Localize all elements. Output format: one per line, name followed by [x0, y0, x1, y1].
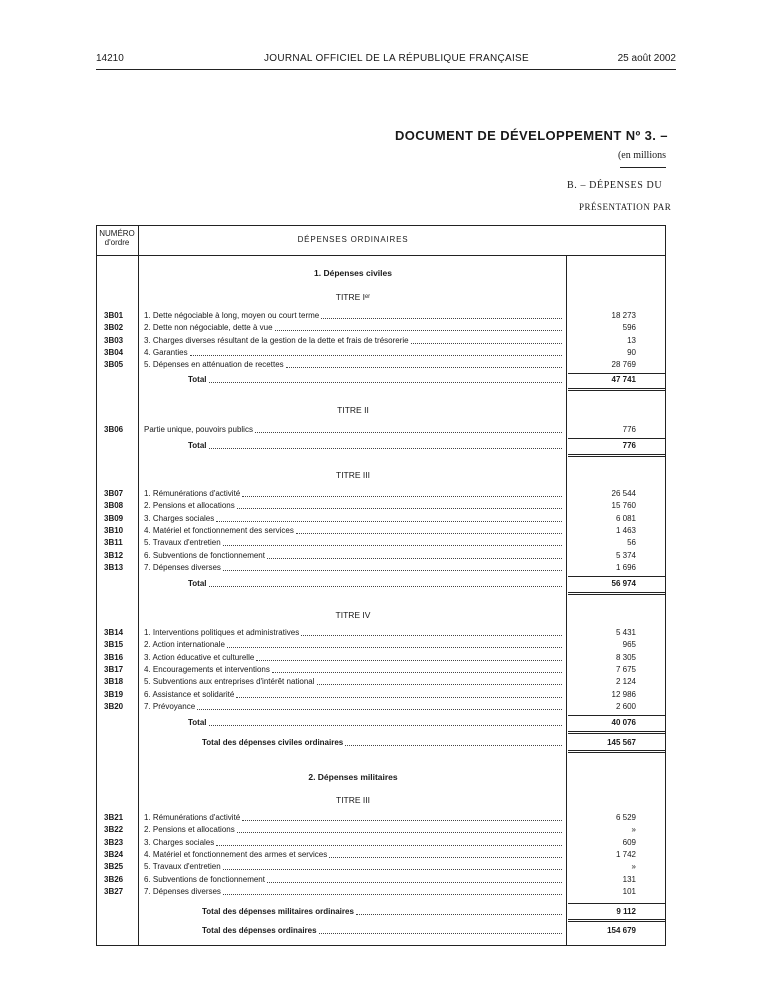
titre-3-military-heading: TITRE III [336, 795, 370, 805]
row-code: 3B11 [104, 538, 123, 548]
sum-rule-double [568, 592, 666, 595]
table-row [96, 538, 666, 550]
row-value: 1 463 [615, 525, 636, 535]
row-value: 28 769 [611, 360, 636, 370]
leader-dots [216, 838, 562, 846]
sum-rule [568, 715, 666, 716]
row-value: 5 374 [615, 550, 636, 560]
table-row [96, 838, 666, 850]
row-value: 6 081 [615, 513, 636, 523]
total-label: Total [188, 441, 207, 450]
table-row [96, 501, 666, 513]
row-value: 596 [622, 323, 636, 333]
table-top-rule [96, 225, 666, 226]
row-label: 4. Matériel et fonctionnement des services [144, 525, 294, 535]
row-code: 3B21 [104, 813, 124, 822]
row-label: 2. Action internationale [144, 640, 225, 650]
table-row [96, 348, 666, 360]
military-expenses-heading: 2. Dépenses militaires [308, 772, 398, 782]
row-code: 3B18 [104, 677, 124, 687]
titre-3-heading: TITRE III [336, 470, 370, 480]
row-label: 2. Pensions et allocations [144, 825, 235, 835]
row-code: 3B03 [104, 335, 124, 345]
row-value: 965 [622, 640, 636, 650]
row-label: 3. Charges diverses résultant de la gestion de la dette et frais de trésorerie [144, 335, 409, 345]
leader-dots [197, 702, 562, 710]
leader-dots [296, 526, 562, 534]
leader-dots [286, 360, 562, 368]
row-label: 4. Encouragements et interventions [144, 664, 270, 674]
sum-rule [568, 373, 666, 374]
row-label: 7. Dépenses diverses [144, 562, 221, 572]
row-label: Partie unique, pouvoirs publics [144, 425, 253, 434]
leader-dots [321, 311, 562, 319]
table-row [96, 887, 666, 899]
table-row [96, 665, 666, 677]
row-label: 2. Dette non négociable, dette à vue [144, 323, 273, 333]
row-code: 3B23 [104, 837, 124, 847]
row-label: 7. Prévoyance [144, 701, 196, 711]
table-row [96, 850, 666, 862]
row-code: 3B20 [104, 701, 124, 711]
table-row [96, 825, 666, 837]
row-value: 56 [627, 538, 636, 548]
row-code: 3B22 [104, 825, 124, 835]
row-label: 3. Charges sociales [144, 513, 215, 523]
row-value: 90 [627, 347, 636, 357]
leader-dots [190, 348, 562, 356]
table-row [96, 563, 666, 575]
sum-rule-double [568, 919, 666, 922]
row-value: 5 431 [615, 628, 636, 637]
row-code: 3B13 [104, 562, 124, 572]
row-label: 4. Matériel et fonctionnement des armes et services [144, 849, 328, 859]
row-value: 15 760 [611, 501, 636, 511]
column-header-number: NUMÉRO d'ordre [99, 229, 135, 247]
row-value: 101 [622, 886, 636, 896]
journal-title: JOURNAL OFFICIEL DE LA RÉPUBLIQUE FRANÇAISE [264, 53, 529, 64]
table-row [96, 489, 666, 501]
table-row [96, 702, 666, 714]
row-label: 5. Dépenses en atténuation de recettes [144, 360, 284, 370]
row-value: 609 [622, 837, 636, 847]
row-label: 3. Action éducative et culturelle [144, 652, 255, 662]
row-value: 8 305 [615, 652, 636, 662]
page-number: 14210 [96, 53, 124, 64]
row-value: 131 [622, 874, 636, 884]
row-code: 3B25 [104, 862, 124, 872]
total-value: 40 076 [611, 718, 636, 727]
row-value: 26 544 [611, 489, 636, 498]
row-code: 3B09 [104, 513, 124, 523]
total-row-titre-1 [96, 375, 666, 387]
leader-dots [317, 677, 562, 685]
total-value: 776 [622, 441, 636, 450]
row-value: 2 600 [615, 701, 636, 711]
column-header-expenses: DÉPENSES ORDINAIRES [297, 235, 409, 244]
table-row [96, 628, 666, 640]
leader-dots [256, 653, 562, 661]
row-label: 6. Subventions de fonctionnement [144, 874, 265, 884]
total-label: Total [188, 375, 207, 384]
sum-rule-double [568, 750, 666, 753]
total-value: 47 741 [611, 375, 636, 384]
civil-total-row [96, 738, 666, 750]
total-row-titre-3 [96, 579, 666, 591]
leader-dots [227, 640, 562, 648]
sum-rule [568, 438, 666, 439]
civil-total-label: Total des dépenses civiles ordinaires [202, 738, 344, 747]
row-code: 3B27 [104, 886, 124, 896]
row-code: 3B05 [104, 360, 124, 370]
row-label: 1. Dette négociable à long, moyen ou court terme [144, 311, 320, 320]
civil-expenses-heading: 1. Dépenses civiles [314, 268, 392, 278]
leader-dots [255, 425, 562, 433]
subtitle-rule [620, 167, 666, 168]
row-code: 3B10 [104, 525, 124, 535]
row-label: 3. Charges sociales [144, 837, 215, 847]
sum-rule-double [568, 731, 666, 734]
row-value: 6 529 [615, 813, 636, 822]
document-title: DOCUMENT DE DÉVELOPPEMENT Nº 3. – [395, 128, 668, 143]
row-label: 1. Rémunérations d'activité [144, 813, 241, 822]
table-row [96, 862, 666, 874]
military-total-label: Total des dépenses militaires ordinaires [202, 907, 354, 916]
table-row [96, 311, 666, 323]
sum-rule [568, 576, 666, 577]
total-value: 56 974 [611, 579, 636, 588]
row-label: 6. Assistance et solidarité [144, 689, 235, 699]
row-value: » [631, 825, 636, 835]
titre-4-heading: TITRE IV [335, 610, 371, 620]
section-heading: B. – DÉPENSES DU [567, 180, 663, 191]
leader-dots [329, 850, 562, 858]
header-rule [96, 69, 676, 70]
table-row [96, 551, 666, 563]
leader-dots [301, 628, 562, 636]
total-label: Total [188, 718, 207, 727]
row-label: 5. Travaux d'entretien [144, 862, 221, 872]
table-row [96, 875, 666, 887]
row-value: 1 696 [615, 562, 636, 572]
row-value: 776 [622, 425, 636, 434]
table-row [96, 514, 666, 526]
row-value: » [631, 862, 636, 872]
row-value: 18 273 [611, 311, 636, 320]
row-code: 3B19 [104, 689, 124, 699]
row-label: 2. Pensions et allocations [144, 501, 235, 511]
row-code: 3B08 [104, 501, 124, 511]
sum-rule [568, 903, 666, 904]
row-value: 2 124 [615, 677, 636, 687]
row-code: 3B01 [104, 311, 124, 320]
row-label: 5. Subventions aux entreprises d'intérêt national [144, 677, 315, 687]
table-row [96, 653, 666, 665]
section-subheading: PRÉSENTATION PAR [579, 202, 672, 212]
leader-dots [237, 501, 562, 509]
leader-dots [223, 563, 562, 571]
document-subtitle: (en millions [617, 150, 666, 161]
sum-rule-double [568, 388, 666, 391]
table-bottom-rule [96, 945, 666, 946]
row-code: 3B07 [104, 489, 124, 498]
row-code: 3B16 [104, 652, 124, 662]
grand-total-label: Total des dépenses ordinaires [202, 926, 317, 935]
leader-dots [237, 825, 562, 833]
civil-total-value: 145 567 [607, 738, 636, 747]
row-value: 7 675 [615, 664, 636, 674]
row-code: 3B14 [104, 628, 124, 637]
leader-dots [267, 875, 562, 883]
grand-total-row [96, 926, 666, 938]
leader-dots [223, 538, 562, 546]
grand-total-value: 154 679 [607, 926, 636, 935]
row-code: 3B17 [104, 664, 124, 674]
row-code: 3B24 [104, 849, 124, 859]
leader-dots [236, 690, 562, 698]
total-label: Total [188, 579, 207, 588]
publication-date: 25 août 2002 [617, 53, 676, 64]
total-row-titre-4 [96, 718, 666, 730]
military-total-row [96, 907, 666, 919]
row-code: 3B12 [104, 550, 124, 560]
table-row [96, 323, 666, 335]
table-row [96, 677, 666, 689]
leader-dots [216, 514, 562, 522]
titre-1-heading: TITRE Iᵉʳ [335, 292, 371, 302]
row-value: 1 742 [615, 849, 636, 859]
leader-dots [272, 665, 562, 673]
row-code: 3B15 [104, 640, 124, 650]
row-value: 12 986 [611, 689, 636, 699]
table-row [96, 690, 666, 702]
table-row [96, 336, 666, 348]
leader-dots [242, 813, 562, 821]
table-row [96, 425, 666, 437]
row-label: 1. Interventions politiques et administratives [144, 628, 300, 637]
leader-dots [411, 336, 562, 344]
row-label: 6. Subventions de fonctionnement [144, 550, 265, 560]
row-label: 4. Garanties [144, 347, 188, 357]
leader-dots [223, 862, 562, 870]
total-row-titre-2 [96, 441, 666, 453]
titre-2-heading: TITRE II [337, 405, 369, 415]
row-label: 1. Rémunérations d'activité [144, 489, 241, 498]
table-row [96, 640, 666, 652]
sum-rule-double [568, 454, 666, 457]
row-code: 3B04 [104, 347, 124, 357]
row-label: 5. Travaux d'entretien [144, 538, 221, 548]
leader-dots [267, 551, 562, 559]
row-code: 3B26 [104, 874, 124, 884]
leader-dots [242, 489, 562, 497]
table-row [96, 360, 666, 372]
table-row [96, 813, 666, 825]
military-total-value: 9 112 [616, 907, 636, 916]
table-row [96, 526, 666, 538]
row-label: 7. Dépenses diverses [144, 886, 221, 896]
row-code: 3B02 [104, 323, 124, 333]
leader-dots [223, 887, 562, 895]
row-code: 3B06 [104, 425, 124, 434]
table-header-rule [96, 255, 666, 256]
row-value: 13 [627, 335, 636, 345]
leader-dots [275, 323, 562, 331]
